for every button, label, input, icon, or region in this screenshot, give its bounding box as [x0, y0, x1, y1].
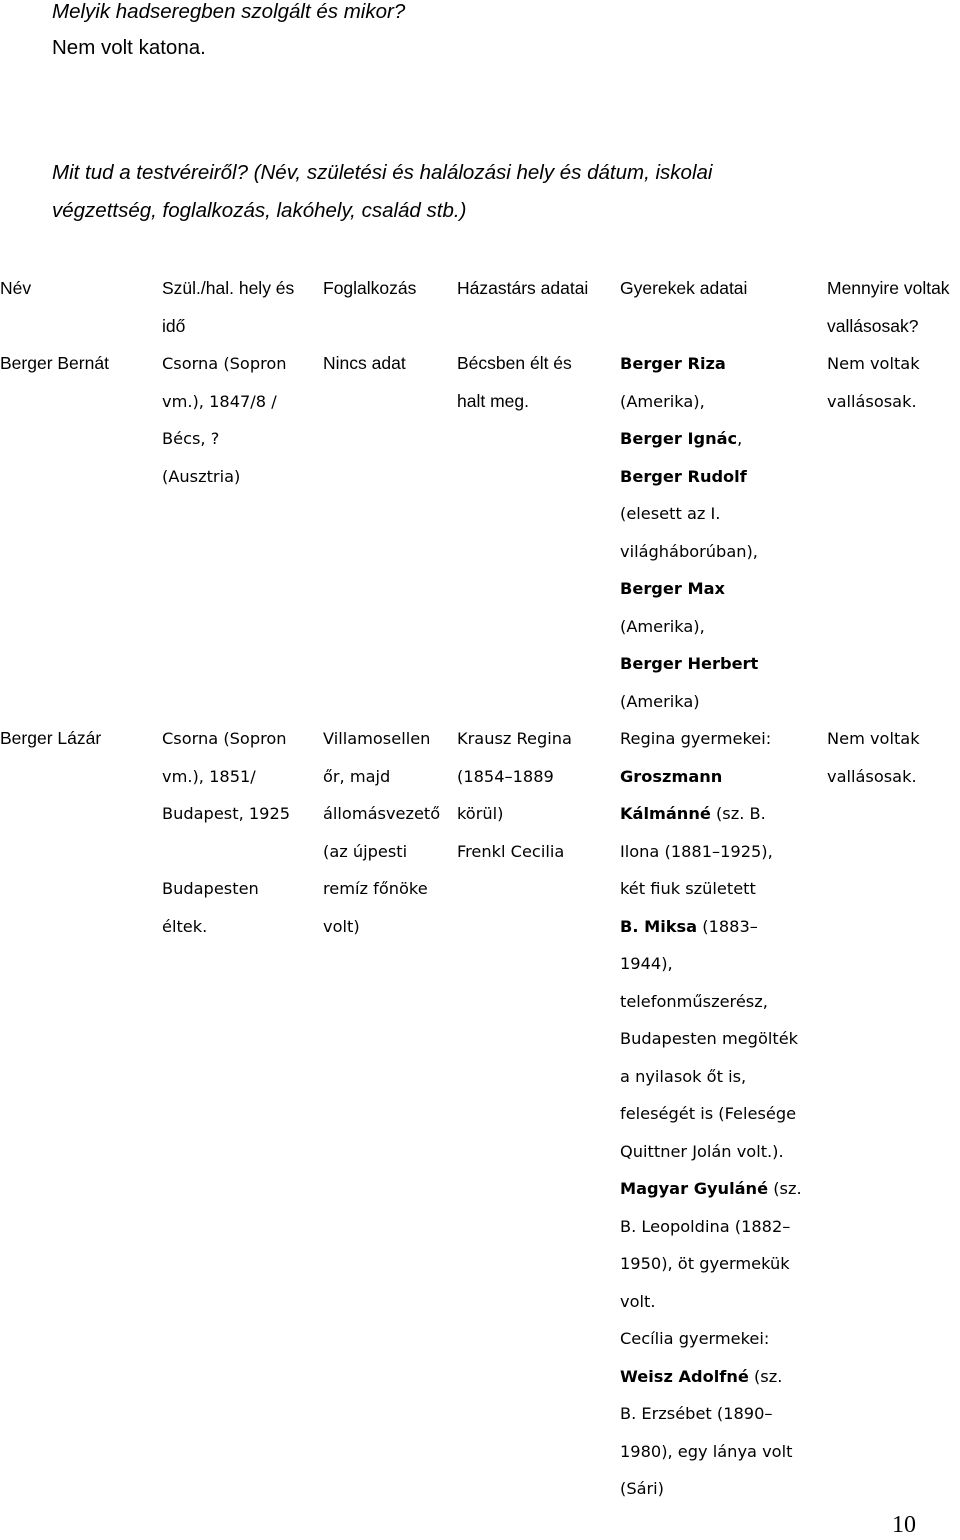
cell-line	[620, 645, 758, 683]
row-birth	[162, 720, 290, 945]
cell-line	[620, 983, 802, 1021]
cell-text: világháborúban),	[620, 541, 758, 561]
cell-line	[620, 1358, 802, 1396]
person-name: Kálmánné	[620, 804, 711, 823]
cell-line: volt)	[323, 916, 360, 936]
header-children: Gyerekek adatai	[620, 278, 748, 298]
cell-line	[620, 683, 758, 721]
cell-text: (Amerika),	[620, 391, 705, 411]
person-name: B. Miksa	[620, 916, 698, 936]
question-siblings-line-1: Mit tud a testvéreiről? (Név, születési és halálozási hely és dátum, iskolai	[52, 161, 713, 184]
cell-line	[620, 1245, 802, 1283]
cell-line: Csorna (Sopron	[162, 354, 287, 373]
cell-line: vallásosak.	[827, 766, 917, 786]
cell-text: ,	[737, 429, 743, 448]
header-name: Név	[0, 278, 32, 298]
cell-text: (Amerika)	[620, 691, 700, 711]
cell-line: vm.), 1851/	[162, 766, 256, 786]
cell-line	[620, 1058, 802, 1096]
cell-line	[620, 420, 758, 458]
cell-text: Regina gyermekei:	[620, 729, 772, 748]
cell-line: Bécsben élt és	[457, 353, 572, 373]
cell-line	[620, 1433, 802, 1471]
cell-line: éltek.	[162, 916, 208, 936]
header-birth: Szül./hal. hely és idő	[162, 278, 295, 336]
cell-text: (sz.	[748, 1366, 783, 1386]
cell-line: (Ausztria)	[162, 466, 241, 486]
row-children	[620, 345, 758, 720]
row-spouse	[457, 720, 572, 870]
cell-line: Villamosellen	[323, 729, 431, 748]
cell-line: körül)	[457, 804, 504, 823]
cell-line	[620, 570, 758, 608]
cell-text: B. Erzsébet (1890–	[620, 1404, 773, 1423]
cell-line: vallásosak.	[827, 391, 917, 411]
cell-line	[620, 1470, 802, 1508]
header-spouse: Házastárs adatai	[457, 278, 589, 298]
cell-line: Nem voltak	[827, 354, 920, 373]
cell-line: Csorna (Sopron	[162, 729, 287, 748]
person-name: Berger Rudolf	[620, 466, 747, 486]
row-name: Berger Lázár	[0, 728, 102, 748]
header-occupation: Foglalkozás	[323, 278, 417, 298]
cell-line	[620, 1095, 802, 1133]
cell-line	[620, 758, 802, 796]
cell-line	[620, 1020, 802, 1058]
person-name: Magyar Gyuláné	[620, 1179, 769, 1198]
cell-line	[620, 1170, 802, 1208]
person-name: Berger Riza	[620, 354, 726, 373]
cell-text: a nyilasok őt is,	[620, 1066, 747, 1086]
cell-text: feleségét is (Felesége	[620, 1104, 797, 1123]
cell-line: Nem voltak	[827, 729, 920, 748]
cell-line: őr, majd	[323, 766, 391, 786]
cell-text: (Amerika),	[620, 616, 705, 636]
cell-line: Budapesten	[162, 879, 259, 898]
cell-line: remíz főnöke	[323, 879, 428, 898]
cell-line	[620, 720, 802, 758]
cell-text: B. Leopoldina (1882–	[620, 1216, 791, 1236]
row-name: Berger Bernát	[0, 353, 109, 373]
cell-text: 1944),	[620, 954, 673, 973]
cell-line: Bécs, ?	[162, 429, 220, 448]
cell-text: Quittner Jolán volt.).	[620, 1141, 784, 1161]
cell-text: (Sári)	[620, 1479, 664, 1498]
cell-line	[620, 1320, 802, 1358]
row-religion	[827, 345, 920, 420]
row-occupation	[323, 345, 406, 383]
cell-line	[620, 795, 802, 833]
person-name: Berger Herbert	[620, 654, 759, 673]
row-spouse	[457, 345, 572, 420]
cell-line	[620, 1208, 802, 1246]
cell-line	[620, 1395, 802, 1433]
cell-text: 1950), öt gyermekük	[620, 1254, 790, 1273]
header-religion: Mennyire voltak vallásosak?	[827, 278, 950, 336]
cell-line	[620, 345, 758, 383]
cell-text: (elesett az I.	[620, 504, 721, 523]
cell-line	[620, 1283, 802, 1321]
cell-line	[620, 833, 802, 871]
cell-line: állomásvezető	[323, 804, 441, 823]
cell-text: 1980), egy lánya volt	[620, 1441, 793, 1461]
cell-text: Ilona (1881–1925),	[620, 841, 773, 861]
page-number: 10	[892, 1512, 916, 1538]
person-name: Groszmann	[620, 766, 723, 786]
cell-line	[620, 1133, 802, 1171]
row-religion	[827, 720, 920, 795]
cell-text: Budapesten megölték	[620, 1029, 799, 1048]
person-name: Weisz Adolfné	[620, 1366, 749, 1386]
cell-line	[620, 945, 802, 983]
person-name: Berger Max	[620, 579, 725, 598]
cell-line	[620, 383, 758, 421]
cell-line: (az újpesti	[323, 841, 408, 861]
person-name: Berger Ignác	[620, 429, 738, 448]
cell-line: Nincs adat	[323, 353, 406, 373]
row-occupation	[323, 720, 440, 945]
row-children	[620, 720, 802, 1508]
cell-line	[620, 870, 802, 908]
question-siblings-line-2: végzettség, foglalkozás, lakóhely, család stb.)	[52, 199, 467, 222]
cell-text: volt.	[620, 1291, 656, 1311]
cell-text: (1883–	[697, 916, 758, 936]
cell-line	[620, 908, 802, 946]
cell-text: telefonműszerész,	[620, 991, 768, 1011]
cell-text: Cecília gyermekei:	[620, 1329, 770, 1348]
row-birth	[162, 345, 287, 495]
cell-line: Frenkl Cecilia	[457, 841, 565, 861]
question-military: Melyik hadseregben szolgált és mikor?	[52, 0, 406, 23]
cell-line: Budapest, 1925	[162, 804, 291, 823]
cell-line: (1854–1889	[457, 766, 554, 786]
cell-line	[620, 495, 758, 533]
cell-line	[162, 833, 290, 871]
cell-line: halt meg.	[457, 390, 529, 411]
cell-line: vm.), 1847/8 /	[162, 391, 277, 411]
cell-text: két fiuk született	[620, 879, 756, 898]
cell-text: (sz.	[768, 1179, 802, 1198]
answer-military: Nem volt katona.	[52, 36, 206, 59]
cell-line	[620, 458, 758, 496]
cell-text: (sz. B.	[710, 804, 766, 823]
cell-line	[620, 533, 758, 571]
cell-line	[620, 608, 758, 646]
cell-line: Krausz Regina	[457, 729, 572, 748]
